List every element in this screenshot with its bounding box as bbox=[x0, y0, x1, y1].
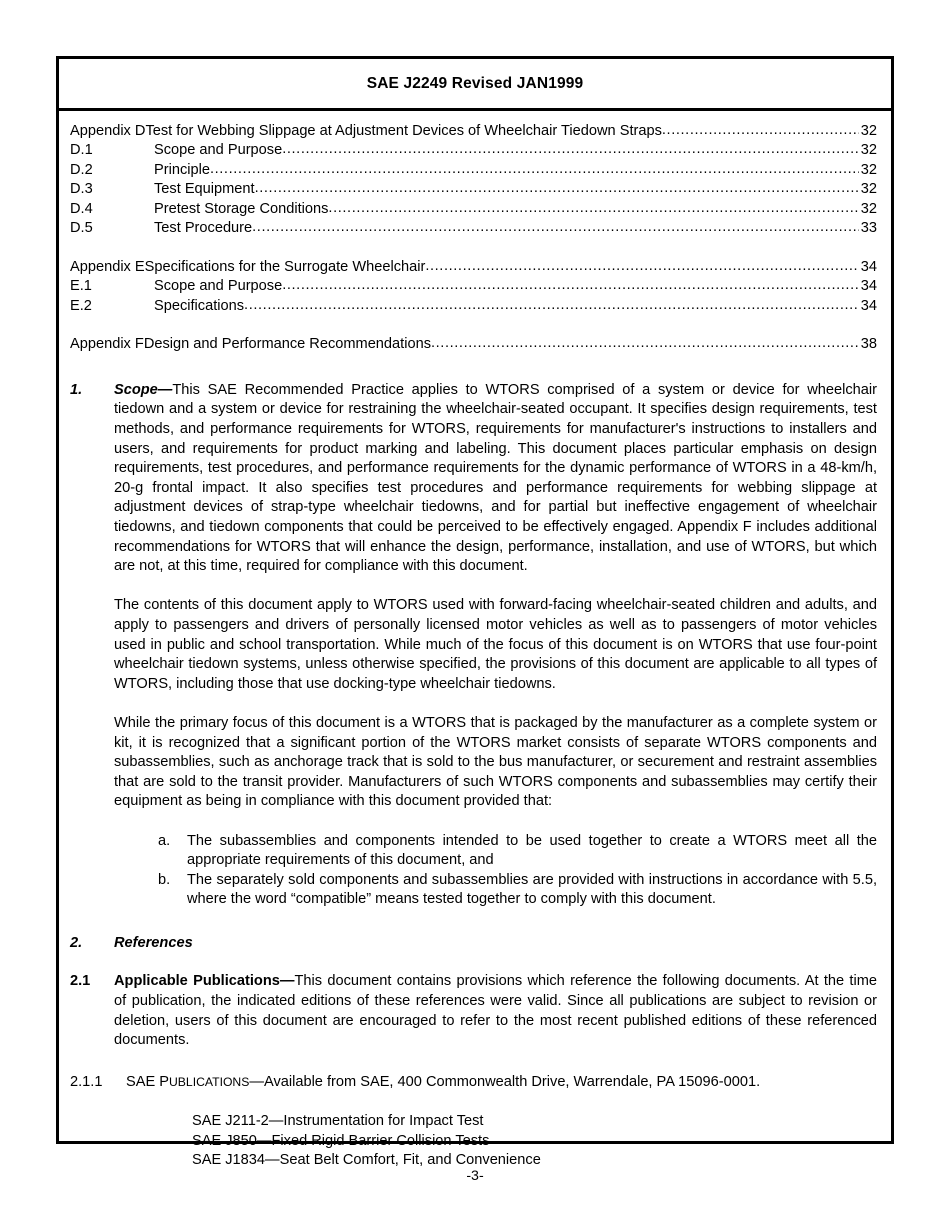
toc-entry[interactable] bbox=[70, 335, 877, 354]
toc-entry-number: Appendix E bbox=[70, 258, 145, 275]
toc-entry-page: 32 bbox=[860, 142, 877, 159]
section-references-title: References bbox=[114, 934, 193, 951]
toc-dot-leader bbox=[255, 179, 859, 198]
scope-paragraph-1-text: This SAE Recommended Practice applies to WTORS comprised of a system or device for wheelchair tiedown and a system or device for restraining the wheelchair-seated occupant. It specifies design requirements, test methods, and performance requirements for WTORS, requirements for manufacturer's instructions to installers and users, and requirements for product marking and labeling. This document places particular emphasis on design requirements, test procedures, and performance requirements for the dynamic performance of WTORS in a 48-km/h, 20-g frontal impact. It also specifies test procedures and performance requirements for webbing slippage at adjustment devices of strap-type wheelchair tiedowns, and for partial but ineffective engagement of wheelchair tiedowns, and tiedown components that could be perceived to be effectively engaged. Appendix F includes additional recommendations for WTORS that will enhance the design, performance, installation, and use of WTORS, but which are not, at this time, required for compliance with this document. bbox=[114, 381, 877, 575]
toc-entry-title: Principle bbox=[154, 161, 210, 178]
toc-entry-number: D.1 bbox=[70, 142, 93, 159]
toc-entry[interactable] bbox=[70, 258, 877, 277]
toc-entry-title: Specifications for the Surrogate Wheelchair bbox=[144, 258, 426, 275]
toc-entry-page: 32 bbox=[860, 161, 877, 178]
subsection-applicable-publications bbox=[70, 972, 877, 1050]
toc-dot-leader bbox=[328, 199, 859, 218]
section-references bbox=[70, 934, 877, 954]
toc-entry-title: Design and Performance Recommendations bbox=[143, 336, 431, 353]
toc-entry[interactable] bbox=[70, 200, 877, 219]
sae-publications-text: —Available from SAE, 400 Commonwealth Drive, Warrendale, PA 15096-0001. bbox=[249, 1073, 761, 1090]
toc-entry-number: D.5 bbox=[70, 220, 93, 237]
toc-spacer bbox=[70, 316, 877, 335]
toc-entry-number: Appendix F bbox=[70, 336, 144, 353]
toc-entry-title: Specifications bbox=[154, 297, 245, 314]
toc-dot-leader bbox=[425, 257, 859, 276]
toc-entry-number: Appendix D bbox=[70, 123, 146, 139]
section-scope-number: 1. bbox=[70, 381, 83, 398]
toc-dot-leader bbox=[282, 276, 859, 295]
section-references-number: 2. bbox=[70, 934, 83, 951]
list-item bbox=[158, 832, 877, 871]
section-scope bbox=[70, 381, 877, 910]
scope-lead-label: Scope— bbox=[114, 381, 173, 398]
toc-entry-number: D.3 bbox=[70, 181, 93, 198]
toc-entry[interactable] bbox=[70, 180, 877, 199]
list-item: SAE J850—Fixed Rigid Barrier Collision Tests bbox=[192, 1132, 490, 1149]
toc-entry[interactable] bbox=[70, 161, 877, 180]
toc-dot-leader bbox=[244, 296, 859, 315]
section-references-title-wrap bbox=[114, 934, 877, 954]
toc-entry-page: 34 bbox=[860, 258, 877, 275]
toc-entry-title: Test for Webbing Slippage at Adjustment Devices of Wheelchair Tiedown Straps bbox=[145, 123, 662, 139]
subsection-sae-publications bbox=[70, 1073, 877, 1171]
toc-entry[interactable] bbox=[70, 277, 877, 296]
page-border-frame bbox=[56, 56, 894, 1169]
scope-lettered-list bbox=[114, 832, 877, 910]
toc-entry-page: 32 bbox=[860, 200, 877, 217]
list-item-text: The subassemblies and components intended to be used together to create a WTORS meet all the appropriate requirements of this document, and bbox=[187, 832, 877, 869]
scope-paragraph-2: The contents of this document apply to WTORS used with forward-facing wheelchair-seated children and adults, and apply to passengers and drivers of personally licensed motor vehicles as well as to passengers of motor vehicles used in public and school transportation. While much of the focus of this document is on WTORS that use four-point wheelchair tiedown systems, unless otherwise specified, the provisions of this document are applicable to all types of WTORS, including those that use docking-type wheelchair tiedowns. bbox=[114, 597, 877, 692]
subsection-number: 2.1 bbox=[70, 973, 91, 990]
toc-dot-leader bbox=[210, 160, 859, 179]
toc-entry-page: 32 bbox=[860, 181, 877, 198]
list-item: SAE J1834—Seat Belt Comfort, Fit, and Convenience bbox=[192, 1152, 541, 1169]
toc-dot-leader bbox=[431, 334, 859, 353]
toc-dot-leader bbox=[252, 218, 859, 237]
toc-entry-number: E.2 bbox=[70, 297, 92, 314]
document-body bbox=[59, 111, 891, 1171]
toc-entry-page: 38 bbox=[860, 336, 877, 353]
toc-dot-leader bbox=[662, 121, 859, 140]
subsection-text: This document contains provisions which reference the following documents. At the time of publication, the indicated editions of these references were valid. Since all publications are subject to revision or deletion, users of this document are encouraged to refer to the most recent published editions of these referenced documents. bbox=[114, 973, 877, 1049]
page-number-footer: -3- bbox=[466, 1168, 484, 1184]
scope-paragraph-1 bbox=[114, 381, 877, 577]
scope-paragraph-3: While the primary focus of this document is a WTORS that is packaged by the manufacturer as a complete system or kit, it is recognized that a significant portion of the WTORS market consists of separate WTORS components and subassemblies, such as anchorage track that is sold to the bus manufacturer, or securement and restraint assemblies that are sold to the transit provider. Manufacturers of such WTORS components and subassemblies may certify their equipment as being in compliance with this document provided that: bbox=[114, 714, 877, 810]
section-scope-body bbox=[114, 381, 877, 910]
toc-entry[interactable] bbox=[70, 297, 877, 316]
list-item-marker: a. bbox=[158, 832, 171, 849]
toc-entry-title: Test Procedure bbox=[154, 220, 253, 237]
toc-entry-page: 34 bbox=[860, 297, 877, 314]
list-item-marker: b. bbox=[158, 871, 171, 888]
sae-publications-label-rest: UBLICATIONS bbox=[169, 1074, 250, 1089]
toc-entry-title: Scope and Purpose bbox=[154, 142, 283, 159]
toc-entry-title: Test Equipment bbox=[154, 181, 255, 198]
sae-standards-list bbox=[126, 1112, 877, 1171]
toc-entry[interactable] bbox=[70, 141, 877, 160]
subsection-lead-label: Applicable Publications— bbox=[114, 973, 295, 990]
table-of-contents bbox=[70, 122, 877, 355]
toc-entry-page: 33 bbox=[860, 220, 877, 237]
subsection-body bbox=[114, 972, 877, 1050]
toc-dot-leader bbox=[282, 140, 859, 159]
document-header bbox=[59, 59, 891, 111]
sae-publications-label-first: SAE P bbox=[126, 1073, 169, 1090]
toc-spacer bbox=[70, 238, 877, 257]
toc-entry-title: Pretest Storage Conditions bbox=[154, 200, 329, 217]
page-title: SAE J2249 Revised JAN1999 bbox=[366, 74, 584, 92]
toc-entry[interactable] bbox=[70, 219, 877, 238]
subsection-body bbox=[126, 1073, 877, 1171]
toc-entry-number: D.4 bbox=[70, 200, 93, 217]
toc-entry[interactable] bbox=[70, 122, 877, 141]
list-item: SAE J211-2—Instrumentation for Impact Test bbox=[192, 1113, 484, 1130]
toc-entry-title: Scope and Purpose bbox=[154, 278, 283, 295]
list-item-text: The separately sold components and subassemblies are provided with instructions in accordance with 5.5, where the word “compatible” means tested together to comply with this document. bbox=[187, 871, 877, 908]
toc-entry-number: D.2 bbox=[70, 161, 93, 178]
toc-entry-page: 32 bbox=[860, 123, 877, 139]
list-item bbox=[158, 871, 877, 910]
subsection-number: 2.1.1 bbox=[70, 1073, 103, 1090]
toc-entry-number: E.1 bbox=[70, 278, 92, 295]
toc-entry-page: 34 bbox=[860, 278, 877, 295]
